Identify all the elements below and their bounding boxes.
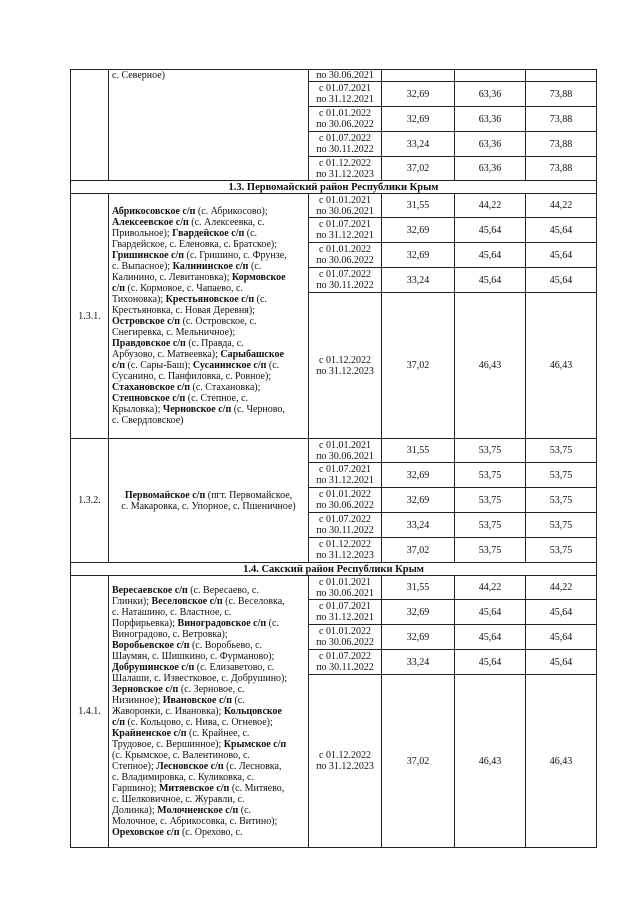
- value-cell: 63,36: [455, 82, 526, 107]
- settlement-name: Виноградовское с/п: [177, 618, 267, 629]
- settlement-name: с/п: [112, 360, 125, 371]
- period-cell: [309, 107, 382, 132]
- period-cell: [309, 576, 382, 600]
- value-cell: 45,64: [526, 218, 597, 243]
- settlement-detail: с. Наташино, с. Властное, с.: [112, 607, 232, 618]
- period-cell: [309, 243, 382, 268]
- row-code: 1.4.1.: [71, 576, 109, 848]
- settlement-detail: Гвардейское, с. Еленовка, с. Братское);: [112, 239, 278, 250]
- period-to: по 30.11.2022: [316, 144, 374, 155]
- section-title: 1.4. Сакский район Республики Крым: [71, 563, 597, 576]
- value-cell: 63,36: [455, 157, 526, 181]
- period-from: с 01.07.2022: [319, 514, 371, 525]
- period-to: по 30.06.2022: [316, 119, 374, 130]
- period-to: по 31.12.2021: [316, 475, 374, 486]
- settlement-detail: (с. Алексеевка, с.: [188, 217, 265, 228]
- settlement-detail: (с. Кормовое, с. Чапаево, с.: [124, 283, 243, 294]
- value-cell: 37,02: [382, 293, 455, 439]
- value-cell: 33,24: [382, 513, 455, 538]
- settlement-name: Черновское с/п: [162, 404, 232, 415]
- period-from: с 01.12.2022: [319, 750, 371, 761]
- settlement-detail: (пгт. Первомайское,: [205, 489, 293, 501]
- row-code: 1.3.1.: [71, 194, 109, 439]
- period-to: по 30.06.2021: [316, 205, 374, 217]
- table-row: [71, 194, 597, 218]
- settlement-list: [109, 194, 309, 439]
- value-cell: 33,24: [382, 650, 455, 675]
- value-cell: 32,69: [382, 625, 455, 650]
- period-from: с 01.01.2021: [319, 194, 371, 206]
- period-cell: [309, 675, 382, 848]
- row-code: 1.3.2.: [71, 439, 109, 563]
- value-cell: 45,64: [455, 218, 526, 243]
- settlement-detail: Арбузово, с. Матвеевка);: [112, 349, 221, 360]
- settlement-detail: Шалаши, с. Известковое, с. Добрушино);: [112, 673, 288, 684]
- settlement-list: [109, 70, 309, 181]
- settlement-name: Крестьяновское с/п: [165, 294, 255, 305]
- settlement-detail: (с. Островское, с.: [180, 316, 257, 327]
- value-cell: 45,64: [526, 268, 597, 293]
- value-cell: 53,75: [526, 538, 597, 563]
- period-from: с 01.07.2021: [319, 219, 371, 230]
- settlement-name: Кольцовское: [223, 706, 282, 717]
- settlement-detail: (с.: [231, 695, 245, 706]
- period-from: с 01.07.2021: [319, 464, 371, 475]
- period-from: с 01.12.2022: [319, 354, 371, 366]
- period-cell: [309, 463, 382, 488]
- period-from: с 01.01.2022: [319, 108, 371, 119]
- settlement-name: Ивановское с/п: [162, 695, 232, 706]
- settlement-detail: Низинное);: [112, 695, 163, 706]
- settlement-detail: с. Северное): [112, 70, 166, 81]
- value-cell: 31,55: [382, 439, 455, 463]
- value-cell: 45,64: [455, 625, 526, 650]
- settlement-detail: (с. Вересаево, с.: [187, 585, 259, 596]
- tariff-table-body: [71, 70, 597, 848]
- settlement-detail: (с.: [266, 618, 279, 629]
- value-cell: 45,64: [526, 625, 597, 650]
- settlement-detail: Степное);: [112, 761, 157, 772]
- settlement-detail: с. Макаровка, с. Упорное, с. Пшеничное): [121, 500, 296, 512]
- settlement-list: [109, 576, 309, 848]
- section-header-row: [71, 563, 597, 576]
- value-cell: 32,69: [382, 107, 455, 132]
- settlement-detail: (с. Крымское, с. Валентиново, с.: [112, 750, 250, 761]
- value-cell: 73,88: [526, 132, 597, 157]
- settlement-name: Веселовское с/п: [151, 596, 223, 607]
- period-cell: [309, 439, 382, 463]
- settlement-detail: (с.: [244, 228, 258, 239]
- settlement-detail: (с.: [266, 360, 280, 371]
- value-cell: 46,43: [526, 293, 597, 439]
- settlement-detail: (с.: [254, 294, 267, 305]
- settlement-detail: Глинки);: [112, 596, 152, 607]
- period-from: с 01.01.2021: [319, 439, 371, 451]
- period-cell: [309, 625, 382, 650]
- value-cell: 44,22: [526, 576, 597, 600]
- period-to: по 30.11.2022: [316, 662, 374, 673]
- value-cell: 45,64: [455, 650, 526, 675]
- period-cell: [309, 194, 382, 218]
- value-cell: 32,69: [382, 82, 455, 107]
- settlement-name: Гришинское с/п: [112, 250, 185, 261]
- value-cell: 73,88: [526, 82, 597, 107]
- value-cell: 53,75: [526, 513, 597, 538]
- settlement-detail: Виноградово, с. Ветровка);: [112, 629, 228, 640]
- value-cell: 32,69: [382, 463, 455, 488]
- settlement-detail: (с. Зерновое, с.: [178, 684, 245, 695]
- value-cell: 73,88: [526, 107, 597, 132]
- settlement-name: Правдовское с/п: [112, 338, 186, 349]
- settlement-detail: Снегиревка, с. Мельничное);: [112, 327, 236, 338]
- value-cell: 45,64: [455, 268, 526, 293]
- period-from: с 01.01.2022: [319, 489, 371, 500]
- value-cell: 63,36: [455, 132, 526, 157]
- settlement-detail: (с. Сары-Баш);: [124, 360, 193, 371]
- value-cell: [526, 70, 597, 82]
- table-row: [71, 576, 597, 600]
- settlement-detail: Молочное, с. Абрикосовка, с. Витино);: [112, 816, 278, 827]
- value-cell: 53,75: [455, 513, 526, 538]
- period-to: по 31.12.2023: [316, 365, 374, 377]
- period-cell: [309, 513, 382, 538]
- period-to: по 30.06.2021: [316, 70, 374, 81]
- settlement-name: с/п: [112, 717, 125, 728]
- period-to: по 31.12.2023: [316, 168, 374, 180]
- settlement-detail: (с.: [248, 261, 262, 272]
- settlement-name: Первомайское с/п: [124, 489, 206, 501]
- settlement-name: Воробьевское с/п: [112, 640, 190, 651]
- settlement-name: Лесновское с/п: [156, 761, 224, 772]
- value-cell: [382, 70, 455, 82]
- period-to: по 31.12.2021: [316, 612, 374, 623]
- settlement-detail: с. Владимировка, с. Куликовка, с.: [112, 772, 254, 783]
- value-cell: 45,64: [526, 650, 597, 675]
- value-cell: 37,02: [382, 538, 455, 563]
- period-cell: [309, 538, 382, 563]
- period-to: по 31.12.2021: [316, 94, 374, 105]
- value-cell: 44,22: [455, 576, 526, 600]
- settlement-detail: Гаршино);: [112, 783, 159, 794]
- settlement-name: Вересаевское с/п: [112, 585, 188, 596]
- period-to: по 30.11.2022: [316, 280, 374, 291]
- settlement-name: Зерновское с/п: [112, 684, 179, 695]
- settlement-name: с/п: [112, 283, 125, 294]
- settlement-name: Калининское с/п: [172, 261, 249, 272]
- value-cell: 44,22: [455, 194, 526, 218]
- period-to: по 30.06.2022: [316, 500, 374, 511]
- settlement-name: Абрикосовское с/п: [112, 206, 196, 217]
- settlement-detail: (с. Орехово, с.: [179, 827, 243, 838]
- value-cell: 73,88: [526, 157, 597, 181]
- settlement-list: [109, 439, 309, 563]
- period-from: с 01.12.2022: [319, 539, 371, 550]
- settlement-detail: (с. Веселовка,: [222, 596, 285, 607]
- settlement-name: Степновское с/п: [112, 393, 186, 404]
- value-cell: 53,75: [455, 463, 526, 488]
- period-from: с 01.07.2022: [319, 651, 371, 662]
- period-to: по 31.12.2021: [316, 230, 374, 241]
- period-to: по 30.11.2022: [316, 525, 374, 536]
- period-to: по 30.06.2021: [316, 587, 374, 599]
- settlement-detail: (с.: [238, 805, 252, 816]
- value-cell: 53,75: [526, 488, 597, 513]
- period-to: по 31.12.2023: [316, 761, 374, 772]
- table-row: [71, 70, 597, 82]
- period-cell: [309, 293, 382, 439]
- settlement-name: Алексеевское с/п: [112, 217, 189, 228]
- period-cell: [309, 650, 382, 675]
- section-title: 1.3. Первомайский район Республики Крым: [71, 181, 597, 194]
- tariff-table: [70, 69, 597, 848]
- value-cell: 33,24: [382, 132, 455, 157]
- settlement-detail: с. Свердловское): [112, 415, 184, 426]
- value-cell: 31,55: [382, 576, 455, 600]
- settlement-detail: Калинино, с. Левитановка);: [112, 272, 232, 283]
- settlement-detail: (с. Стахановка);: [190, 382, 261, 393]
- period-to: по 30.06.2022: [316, 637, 374, 648]
- period-from: с 01.01.2021: [319, 576, 371, 588]
- settlement-name: Гвардейское с/п: [172, 228, 245, 239]
- settlement-detail: Порфирьевка);: [112, 618, 178, 629]
- settlement-detail: (с. Митяево,: [229, 783, 285, 794]
- settlement-detail: Сусанино, с. Панфиловка, с. Ровное);: [112, 371, 272, 382]
- period-to: по 30.06.2022: [316, 255, 374, 266]
- period-from: с 01.01.2022: [319, 626, 371, 637]
- table-row: [71, 439, 597, 463]
- value-cell: 32,69: [382, 218, 455, 243]
- settlement-detail: Привольное);: [112, 228, 173, 239]
- settlement-detail: Шаумян, с. Шишкино, с. Фурманово);: [112, 651, 275, 662]
- period-to: по 31.12.2023: [316, 550, 374, 561]
- value-cell: 45,64: [526, 600, 597, 625]
- settlement-detail: Жаворонки, с. Ивановка);: [112, 706, 224, 717]
- value-cell: 45,64: [526, 243, 597, 268]
- settlement-detail: (с. Воробьево, с.: [189, 640, 263, 651]
- settlement-name: Кормовское: [231, 272, 286, 283]
- value-cell: 37,02: [382, 157, 455, 181]
- period-cell: [309, 268, 382, 293]
- settlement-detail: (с. Крайнее, с.: [186, 728, 250, 739]
- value-cell: 45,64: [455, 600, 526, 625]
- settlement-name: Митяевское с/п: [158, 783, 230, 794]
- settlement-detail: (с. Абрикосово);: [195, 206, 268, 217]
- settlement-name: Добрушинское с/п: [112, 662, 195, 673]
- settlement-detail: Долинка);: [112, 805, 158, 816]
- section-header-row: [71, 181, 597, 194]
- value-cell: 32,69: [382, 600, 455, 625]
- settlement-detail: с. Шелковичное, с. Журавли, с.: [112, 794, 245, 805]
- value-cell: 46,43: [455, 293, 526, 439]
- settlement-detail: Трудовое, с. Вершинное);: [112, 739, 224, 750]
- settlement-detail: с. Выпасное);: [112, 261, 173, 272]
- settlement-name: Молочненское с/п: [157, 805, 239, 816]
- value-cell: 53,75: [526, 463, 597, 488]
- value-cell: 32,69: [382, 488, 455, 513]
- settlement-name: Стахановское с/п: [112, 382, 191, 393]
- settlement-detail: Крыловка);: [112, 404, 163, 415]
- settlement-name: Крайненское с/п: [112, 728, 187, 739]
- period-from: с 01.12.2022: [319, 157, 371, 169]
- value-cell: 44,22: [526, 194, 597, 218]
- period-from: с 01.07.2021: [319, 83, 371, 94]
- row-code: [71, 70, 109, 181]
- value-cell: 53,75: [455, 538, 526, 563]
- settlement-name: Ореховское с/п: [112, 827, 180, 838]
- value-cell: 32,69: [382, 243, 455, 268]
- settlement-name: Сусанинское с/п: [192, 360, 267, 371]
- value-cell: 45,64: [455, 243, 526, 268]
- value-cell: 53,75: [526, 439, 597, 463]
- value-cell: 37,02: [382, 675, 455, 848]
- period-cell: [309, 218, 382, 243]
- settlement-detail: (с. Степное, с.: [185, 393, 249, 404]
- value-cell: 46,43: [455, 675, 526, 848]
- value-cell: [455, 70, 526, 82]
- value-cell: 63,36: [455, 107, 526, 132]
- value-cell: 33,24: [382, 268, 455, 293]
- period-cell: [309, 132, 382, 157]
- period-from: с 01.07.2021: [319, 601, 371, 612]
- settlement-name: Крымское с/п: [223, 739, 287, 750]
- period-to: по 30.06.2021: [316, 450, 374, 462]
- period-from: с 01.01.2022: [319, 244, 371, 255]
- settlement-name: Сарыбашское: [220, 349, 284, 360]
- settlement-detail: (с. Гришино, с. Фрунзе,: [184, 250, 287, 261]
- settlement-detail: (с. Елизаветово, с.: [194, 662, 275, 673]
- period-cell: [309, 70, 382, 82]
- period-from: с 01.07.2022: [319, 269, 371, 280]
- value-cell: 53,75: [455, 439, 526, 463]
- settlement-name: Островское с/п: [112, 316, 181, 327]
- period-cell: [309, 488, 382, 513]
- value-cell: 31,55: [382, 194, 455, 218]
- period-cell: [309, 82, 382, 107]
- settlement-detail: Крестьяновка, с. Новая Деревня);: [112, 305, 255, 316]
- settlement-detail: (с. Правда, с.: [185, 338, 244, 349]
- settlement-detail: (с. Черново,: [231, 404, 285, 415]
- period-cell: [309, 600, 382, 625]
- value-cell: 46,43: [526, 675, 597, 848]
- period-from: с 01.07.2022: [319, 133, 371, 144]
- period-cell: [309, 157, 382, 181]
- settlement-detail: (с. Лесновка,: [223, 761, 282, 772]
- settlement-detail: Тихоновка);: [112, 294, 166, 305]
- value-cell: 53,75: [455, 488, 526, 513]
- settlement-detail: (с. Кольцово, с. Нива, с. Огневое);: [124, 717, 273, 728]
